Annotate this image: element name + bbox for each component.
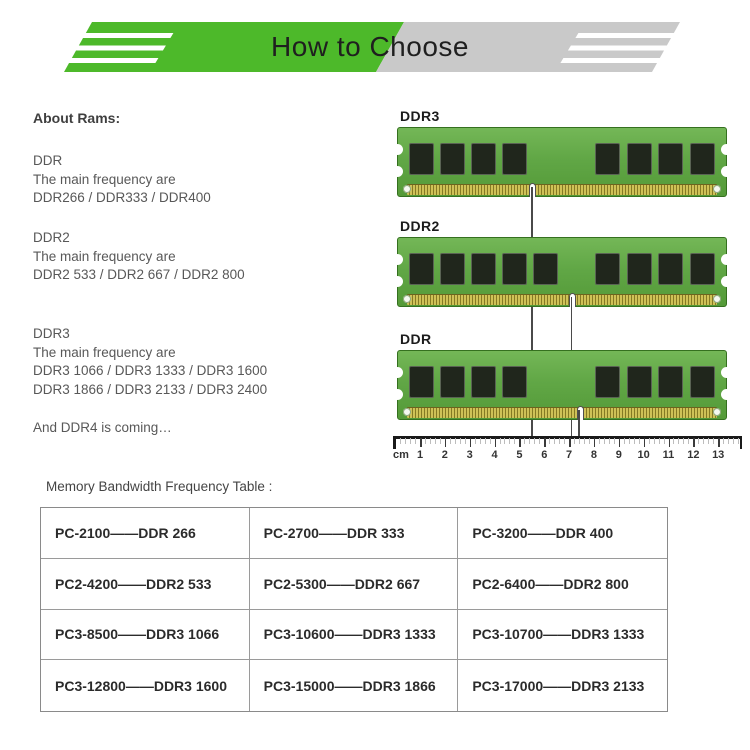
ruler-tick-minor	[664, 438, 665, 444]
table-cell: PC2-4200——DDR2 533	[41, 559, 250, 610]
ruler-tick-minor	[480, 438, 481, 444]
mounting-hole	[713, 295, 721, 303]
ruler-tick-major	[718, 438, 720, 447]
edge-notch-icon	[721, 144, 732, 155]
memory-chip	[502, 143, 527, 175]
ruler-tick-minor	[460, 438, 461, 444]
about-footer: And DDR4 is coming…	[33, 420, 172, 435]
ruler-tick-minor	[683, 438, 684, 444]
memory-chip	[502, 253, 527, 285]
ruler-tick-minor	[415, 438, 416, 444]
edge-notch-icon	[392, 389, 403, 400]
ruler-tick-minor	[500, 438, 501, 444]
ruler-tick-minor	[678, 438, 679, 444]
banner-stripe-gap	[568, 46, 710, 51]
ruler-unit-label: cm	[393, 449, 409, 461]
banner-stripe-gap	[25, 33, 173, 38]
ram-module-label: DDR	[400, 331, 432, 347]
ruler-tick-minor	[698, 438, 699, 444]
ruler-tick-minor	[728, 438, 729, 444]
banner-stripe-gap	[25, 46, 166, 51]
ruler-tick-minor	[524, 438, 525, 444]
ruler-tick-minor	[435, 438, 436, 444]
ruler-number: 10	[637, 449, 650, 461]
ruler-number: 2	[441, 449, 448, 461]
mounting-hole	[713, 408, 721, 416]
memory-chip	[595, 366, 620, 398]
ruler-tick-major	[569, 438, 571, 447]
memory-chip	[690, 366, 715, 398]
memory-chip	[658, 253, 683, 285]
ruler-number: 1	[416, 449, 424, 461]
ram-section-line: The main frequency are	[33, 171, 176, 187]
ruler-tick-minor	[654, 438, 655, 444]
memory-chip	[595, 253, 620, 285]
ruler-tick-minor	[708, 438, 709, 444]
banner-stripe-gap	[25, 58, 158, 63]
table-cell: PC3-10600——DDR3 1333	[250, 610, 459, 661]
ruler-tick-minor	[514, 438, 515, 444]
gold-pins	[407, 294, 717, 305]
ram-section-line: DDR2 533 / DDR2 667 / DDR2 800	[33, 267, 245, 282]
ruler-tick-minor	[559, 438, 560, 444]
ruler-number: 7	[566, 449, 573, 461]
table-cell: PC2-5300——DDR2 667	[250, 559, 459, 610]
mounting-hole	[713, 185, 721, 193]
ruler-tick-minor	[509, 438, 510, 444]
mounting-hole	[403, 408, 411, 416]
ruler-tick-minor	[634, 438, 635, 444]
ruler-tick-major	[519, 438, 521, 447]
ruler-tick-minor	[688, 438, 689, 444]
ram-section-name: DDR3	[33, 326, 70, 341]
ram-section-ddr3	[33, 325, 267, 399]
banner-stripe-gap	[560, 58, 710, 63]
table-cell: PC3-10700——DDR3 1333	[458, 610, 667, 661]
ruler-tick-minor	[455, 438, 456, 444]
edge-notch-icon	[392, 254, 403, 265]
memory-chip	[658, 366, 683, 398]
ruler-number: 5	[516, 449, 523, 461]
ruler-tick-minor	[733, 438, 734, 444]
ruler-number: 11	[662, 449, 675, 461]
ram-section-line: The main frequency are	[33, 248, 176, 264]
ram-section-name: DDR	[33, 153, 63, 168]
ruler-tick-minor	[639, 438, 640, 444]
edge-notch-icon	[392, 367, 403, 378]
ruler-tick-major	[594, 438, 596, 447]
ruler-tick-minor	[504, 438, 505, 444]
ruler	[393, 436, 745, 464]
ruler-tick-minor	[574, 438, 575, 444]
ram-module-ddr3	[397, 108, 727, 197]
memory-chip	[409, 253, 434, 285]
ruler-tick-minor	[400, 438, 401, 444]
mounting-hole	[403, 295, 411, 303]
ruler-tick-major	[693, 438, 695, 447]
ruler-tick-major	[669, 438, 671, 447]
ruler-tick-minor	[713, 438, 714, 444]
ram-section-name: DDR2	[33, 230, 70, 245]
memory-chip	[690, 253, 715, 285]
ruler-tick-minor	[539, 438, 540, 444]
memory-chip	[533, 253, 558, 285]
ruler-tick-major	[470, 438, 472, 447]
memory-chip	[440, 143, 465, 175]
table-cell: PC-2700——DDR 333	[250, 508, 459, 559]
ruler-tick-minor	[659, 438, 660, 444]
gold-pins	[407, 184, 717, 195]
ruler-tick-minor	[440, 438, 441, 444]
table-cell: PC3-17000——DDR3 2133	[472, 677, 645, 694]
ram-section-line: DDR3 1066 / DDR3 1333 / DDR3 1600	[33, 363, 268, 378]
about-heading: About Rams:	[33, 110, 121, 126]
ruler-tick-minor	[450, 438, 451, 444]
ruler-tick-minor	[579, 438, 580, 444]
ruler-tick-major	[544, 438, 546, 447]
ram-section-line: The main frequency are	[33, 344, 176, 360]
ruler-tick-minor	[589, 438, 590, 444]
mounting-hole	[403, 185, 411, 193]
table-cell: PC3-8500——DDR3 1066	[41, 610, 250, 661]
ruler-tick-minor	[673, 438, 674, 444]
ruler-number: 6	[541, 449, 548, 461]
ruler-number: 13	[712, 449, 725, 461]
ruler-tick-minor	[614, 438, 615, 444]
edge-notch-icon	[721, 254, 732, 265]
edge-notch-icon	[721, 276, 732, 287]
ruler-tick-minor	[465, 438, 466, 444]
ruler-tick-minor	[609, 438, 610, 444]
memory-chip	[595, 143, 620, 175]
ruler-tick-minor	[475, 438, 476, 444]
memory-chip	[440, 253, 465, 285]
ruler-tick-major	[619, 438, 621, 447]
ruler-tick-minor	[405, 438, 406, 444]
ruler-tick-major	[420, 438, 422, 447]
ram-section-ddr	[33, 152, 211, 208]
ram-section-ddr2	[33, 229, 245, 285]
ruler-tick-minor	[624, 438, 625, 444]
ruler-tick-minor	[703, 438, 704, 444]
ruler-end-cap	[393, 436, 396, 449]
ruler-tick-major	[495, 438, 497, 447]
memory-chip	[627, 143, 652, 175]
table-cell: PC3-15000——DDR3 1866	[250, 660, 459, 711]
table-cell: PC3-12800——DDR3 1600	[41, 660, 250, 711]
ruler-tick-minor	[549, 438, 550, 444]
ruler-tick-minor	[584, 438, 585, 444]
memory-chip	[502, 366, 527, 398]
ruler-tick-minor	[529, 438, 530, 444]
ruler-tick-minor	[485, 438, 486, 444]
memory-chip	[409, 366, 434, 398]
ruler-tick-minor	[564, 438, 565, 444]
ruler-tick-minor	[425, 438, 426, 444]
edge-notch-icon	[392, 276, 403, 287]
ram-module-label: DDR3	[400, 108, 440, 124]
banner-stripe-gap	[575, 33, 710, 38]
ruler-tick-minor	[490, 438, 491, 444]
memory-chip	[658, 143, 683, 175]
memory-chip	[690, 143, 715, 175]
ruler-number: 4	[491, 449, 498, 461]
memory-chip	[471, 143, 496, 175]
memory-chip	[627, 366, 652, 398]
ruler-tick-major	[644, 438, 646, 447]
ram-section-line: DDR3 1866 / DDR3 2133 / DDR3 2400	[33, 381, 268, 397]
ruler-tick-minor	[604, 438, 605, 444]
memory-chip	[627, 253, 652, 285]
gold-pins	[407, 407, 717, 418]
ruler-tick-minor	[430, 438, 431, 444]
ram-module-label: DDR2	[400, 218, 440, 234]
ram-module-ddr2	[397, 218, 727, 307]
memory-chip	[440, 366, 465, 398]
ruler-number: 8	[590, 449, 597, 461]
ruler-number: 3	[466, 449, 473, 461]
edge-notch-icon	[392, 166, 403, 177]
ruler-tick-minor	[738, 438, 739, 444]
ruler-tick-minor	[534, 438, 535, 444]
ruler-tick-minor	[629, 438, 630, 444]
ram-section-line: DDR266 / DDR333 / DDR400	[33, 190, 211, 205]
ruler-tick-minor	[649, 438, 650, 444]
banner-title: How to Choose	[271, 31, 469, 62]
ruler-tick-minor	[723, 438, 724, 444]
ruler-number: 9	[615, 449, 622, 461]
table-cell: PC2-6400——DDR2 800	[458, 559, 667, 610]
edge-notch-icon	[392, 144, 403, 155]
memory-chip	[471, 253, 496, 285]
memory-chip	[471, 366, 496, 398]
ruler-tick-minor	[599, 438, 600, 444]
table-cell: PC-3200——DDR 400	[458, 508, 667, 559]
ruler-tick-minor	[554, 438, 555, 444]
edge-notch-icon	[721, 166, 732, 177]
notch-callout-line	[578, 410, 580, 437]
ruler-end-cap	[740, 436, 743, 449]
ram-module-ddr	[397, 331, 727, 420]
ruler-tick-major	[445, 438, 447, 447]
edge-notch-icon	[721, 367, 732, 378]
memory-chip	[409, 143, 434, 175]
frequency-table-title: Memory Bandwidth Frequency Table :	[46, 479, 273, 494]
ruler-tick-minor	[410, 438, 411, 444]
edge-notch-icon	[721, 389, 732, 400]
ruler-number: 12	[687, 449, 700, 461]
table-cell: PC-2100——DDR 266	[41, 508, 250, 559]
frequency-table	[40, 507, 668, 712]
